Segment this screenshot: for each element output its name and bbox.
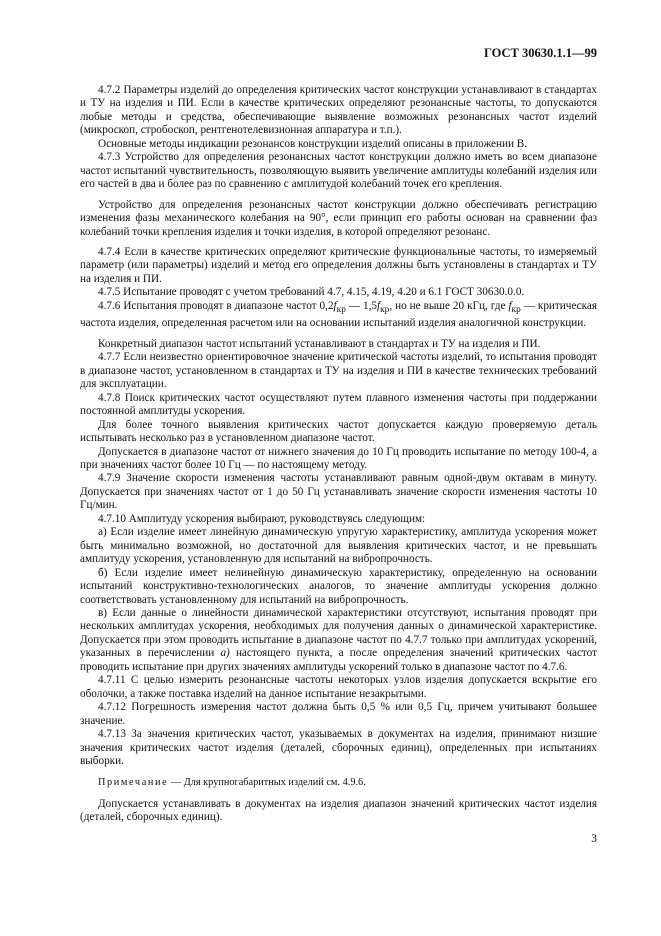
paragraph-4-7-10: 4.7.10 Амплитуду ускорения выбирают, руководствуясь следующим: [98,512,426,525]
paragraph-4-7-6: 4.7.6 Испытания проводят в диапазоне частот $0,2f_{кр}$ — $1,5f_{кр}$, но не выше 20 кГц, где $f_{кр}$ — критическая частота изделия, определенная расчетом или на основании испытаний изделия аналогичной конструкции. [80,299,598,330]
note-text: — Для крупногабаритных изделий см. 4.9.6. [168,777,366,789]
paragraph-4-7-3: 4.7.3 Устройство для определения резонансных частот конструкции должно иметь во всем диапазоне частот испытаний чувствительность, позволяющую выявить увеличение амплитуды колебаний изделия или его частей в два и более раз по сравнению с амплитудой колебаний точек его крепления. [80,151,597,191]
document-code-header: ГОСТ 30630.1.1—99 [483,46,597,60]
note [80,776,597,789]
note-label: Примечание [98,777,169,789]
paragraph-4-7-5: 4.7.5 Испытание проводят с учетом требований 4.7, 4.15, 4.19, 4.20 и 6.1 ГОСТ 30630.0.0. [98,286,525,299]
paragraph-item-a: а) Если изделие имеет линейную динамическую упругую характеристику, амплитуда ускорения может быть минимально возможной, но достаточной для выявления критических частот, и не превышать амплитуду ускорения, установленную для испытаний на вибропрочность. [80,526,597,566]
paragraph-4-7-8: 4.7.8 Поиск критических частот осуществляют путем плавного изменения частоты при поддержании постоянной амплитуды ускорения. [80,391,597,418]
paragraph-4-7-9: 4.7.9 Значение скорости изменения частоты устанавливают равным одной-двум октавам в минуту. Допускается при значениях частот от 1 до 50 Гц устанавливать значение скорости изменения частоты 10 Гц/мин. [80,472,597,512]
paragraph-4-7-11: 4.7.11 С целью измерить резонансные частоты некоторых узлов изделия допускается вскрытие его оболочки, а также поставка изделий на данное испытание незакрытыми. [80,674,597,700]
paragraph-resonance-methods: Основные методы индикации резонансов конструкции изделий описаны в приложении В. [98,137,528,150]
paragraph-repeated-tests: Для более точного выявления критических частот допускается каждую проверяемую деталь испытывать несколько раз в установленном диапазоне частот. [80,418,597,445]
paragraph-4-7-7: 4.7.7 Если неизвестно ориентировочное значение критической частоты изделий, то испытания проводят в диапазоне частот, установленном в стандартах и ТУ на изделия и ПИ в качестве технических требований для эксплуатации. [80,351,597,391]
paragraph-4-7-2: 4.7.2 Параметры изделий до определения критических частот конструкции устанавливают в стандартах и ТУ на изделия и ПИ. Если в качестве критических определяют резонансные частоты, то допускаются любые методы и средства, обеспечивающие выявление возможных резонансных частот изделий (микроскоп, стробоскоп, рентгенотелевизионная аппаратура и т.п.). [80,84,597,137]
paragraph-4-7-4: 4.7.4 Если в качестве критических определяют критические функциональные частоты, то измеряемый параметр (или параметры) изделий и метод его определения должны быть установлены в стандартах и ТУ на изделия и ПИ. [80,245,597,285]
paragraph-phase-registration: Устройство для определения резонансных частот конструкции должно обеспечивать регистрацию изменения фазы механического колебания на 90°, если принцип его работы основан на сравнении фаз колебаний точки крепления изделия и точки изделия, в которой определяют резонанс. [80,198,597,238]
paragraph-frequency-range: Конкретный диапазон частот испытаний устанавливают в стандартах и ТУ на изделия и ПИ. [98,337,541,350]
document-body [80,84,597,825]
paragraph-value-range: Допускается устанавливать в документах на изделия диапазон значений критических частот изделия (деталей, сборочных единиц). [80,797,597,824]
paragraph-4-7-13: 4.7.13 За значения критических частот, указываемых в документах на изделия, принимают низшие значения критических частот изделия (деталей, сборочных единиц), определенных при испытаниях выборки. [80,728,597,767]
paragraph-4-7-12: 4.7.12 Погрешность измерения частот должна быть 0,5 % или 0,5 Гц, причем учитывают большее значение. [80,701,597,727]
page-number: 3 [591,833,597,845]
paragraph-method-100-4: Допускается в диапазоне частот от нижнего значения до 10 Гц проводить испытание по методу 100-4, а при значениях частот более 10 Гц — по настоящему методу. [80,445,597,472]
paragraph-item-v: в) Если данные о линейности динамической характеристики отсутствуют, испытания проводят при нескольких амплитудах ускорения, необходимых для получения данных о динамической характеристике. Допускается при этом проводить испытание в диапазоне частот по 4.7.7 только при амплитудах ускорений, указанных в перечислении а) настоящего пункта, а после определения значений критических частот проводить испытание при других значениях амплитуды ускорений только в диапазоне частот по 4.7.6. [80,607,598,673]
paragraph-item-b: б) Если изделие имеет нелинейную динамическую характеристику, определенную на основании испытаний конструктивно-технологических аналогов, то значение амплитуды ускорения должно соответствовать установленному для испытаний на вибропрочность. [80,566,597,606]
